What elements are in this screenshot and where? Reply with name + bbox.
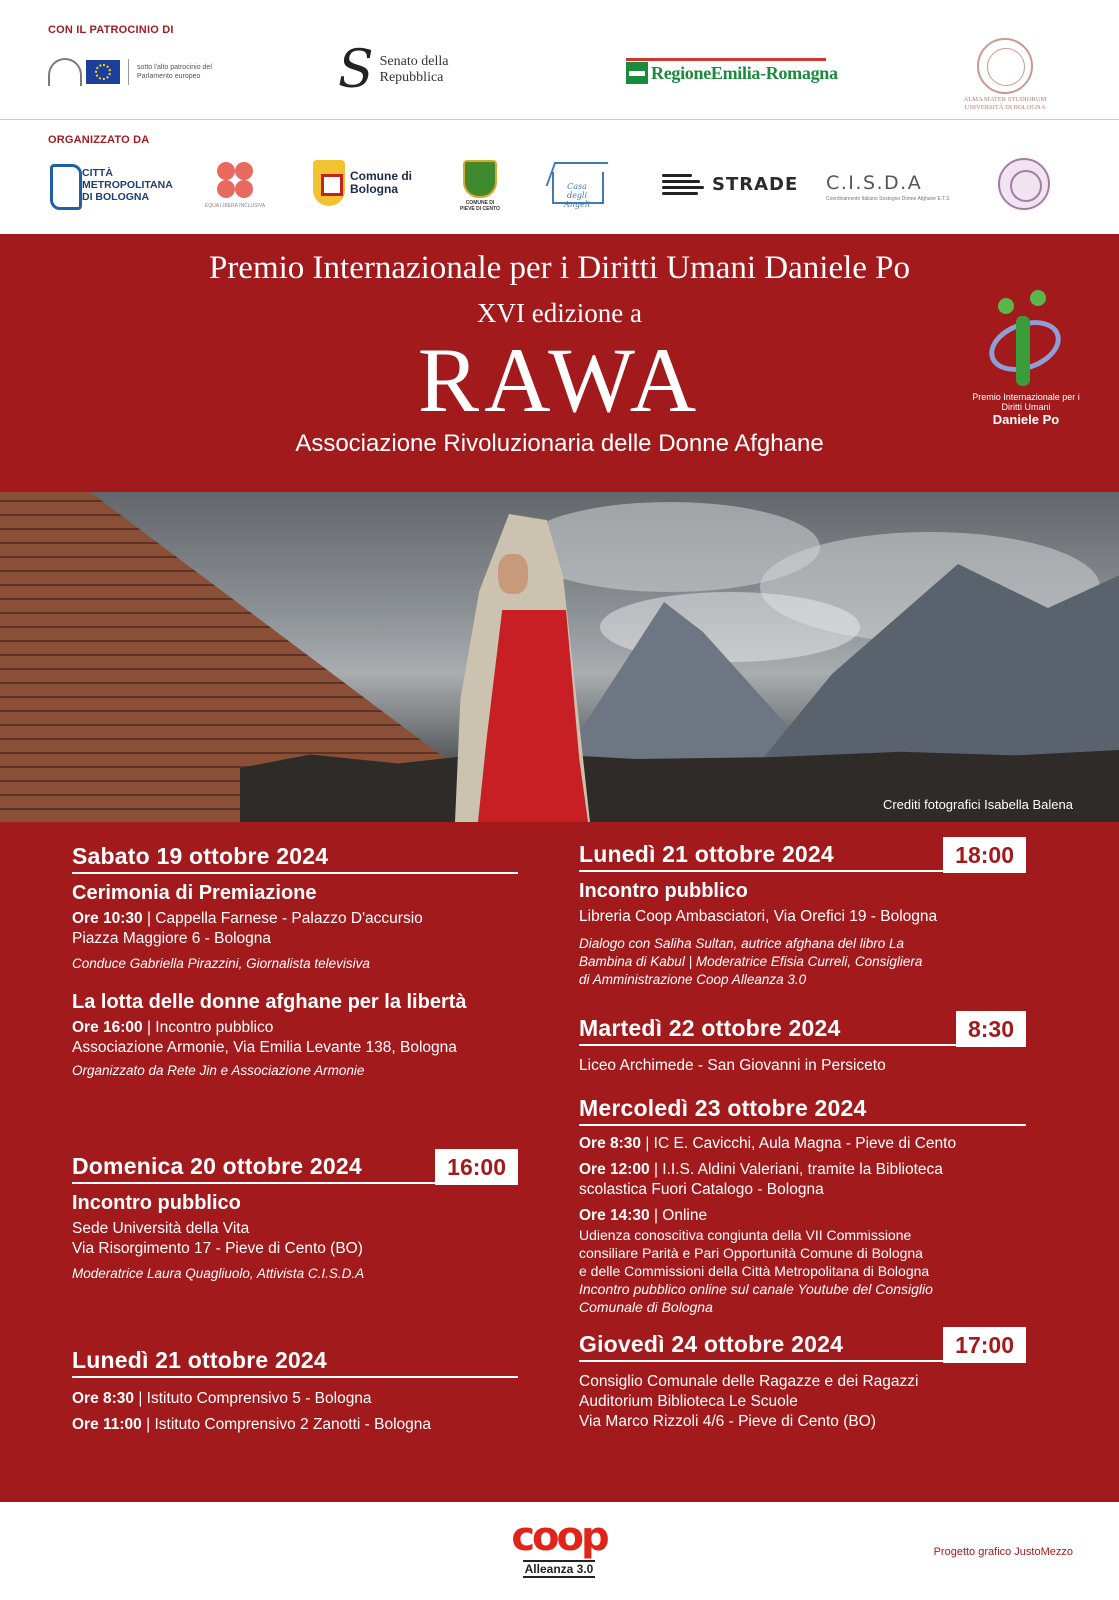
title-header (0, 234, 1119, 492)
event-title: Cerimonia di Premiazione (72, 882, 317, 904)
unibo-seal-icon (977, 38, 1033, 94)
day-header (579, 1092, 1026, 1126)
event-place: Consiglio Comunale delle Ragazze e dei Ragazzi (579, 1373, 919, 1390)
saturday-block (72, 840, 518, 1080)
comune-bologna-logo (313, 160, 420, 206)
event-place: Auditorium Biblioteca Le Scuole (579, 1393, 798, 1410)
event-note: Conduce Gabriella Pirazzini, Giornalista televisiva (72, 956, 370, 971)
senato-text: Senato della Repubblica (379, 54, 449, 85)
event-time: Ore 14:30 (579, 1207, 650, 1224)
event-place: Via Marco Rizzoli 4/6 - Pieve di Cento (BO) (579, 1413, 876, 1430)
coop-logo (504, 1516, 614, 1578)
event-kind: | Online (649, 1207, 708, 1224)
event-title: La lotta delle donne afghane per la libertà (72, 991, 467, 1013)
day-header (579, 1012, 1026, 1046)
clover-icon (215, 160, 255, 200)
event-note: Organizzato da Rete Jin e Associazione Armonie (72, 1063, 365, 1078)
rawa-seal-icon (998, 158, 1050, 210)
unibo-text: ALMA MATER STUDIORUM UNIVERSITÀ DI BOLOGNA (963, 96, 1047, 111)
day-date: Lunedì 21 ottobre 2024 (72, 1346, 327, 1373)
event-kind: | Incontro pubblico (142, 1019, 274, 1036)
edition-line: XVI edizione a (477, 298, 642, 328)
cisda-text: C.I.S.D.A (826, 172, 923, 194)
time-badge: 16:00 (435, 1149, 518, 1185)
event-note: Incontro pubblico online sul canale Youtube del Consiglio (579, 1281, 933, 1297)
day-header (579, 838, 1026, 872)
day-header (72, 1344, 518, 1378)
citta-metropolitana-text: CITTÀ METROPOLITANA DI BOLOGNA (82, 167, 173, 203)
pieve-di-cento-logo (458, 160, 502, 212)
time-badge: 8:30 (956, 1011, 1026, 1047)
day-header (72, 840, 518, 874)
regione-square-icon (626, 62, 648, 84)
cisda-logo (826, 172, 949, 202)
event-description: e delle Commissioni della Città Metropolitana di Bologna (579, 1263, 930, 1279)
equa-text: EQUA LIBERA INCLUSIVA (204, 203, 266, 209)
regione-text: RegioneEmilia-Romagna (651, 62, 838, 83)
event-place: | Cappella Farnese - Palazzo D'accursio (142, 910, 423, 927)
comune-bologna-text: Comune di Bologna (350, 169, 412, 196)
prize-logo-name: Daniele Po (992, 412, 1060, 427)
monday-schools-block (72, 1344, 518, 1438)
footer (0, 1502, 1119, 1600)
bologna-crest-icon (313, 160, 345, 206)
event-title: Incontro pubblico (579, 880, 748, 902)
event-time: Ore 16:00 (72, 1019, 143, 1036)
event-time: Ore 12:00 (579, 1161, 650, 1178)
event-place: Piazza Maggiore 6 - Bologna (72, 930, 272, 947)
design-credit: Progetto grafico JustoMezzo (933, 1546, 1073, 1558)
event-title: Incontro pubblico (72, 1192, 241, 1214)
eu-flag-icon (86, 60, 120, 84)
eu-patronage-text: sotto l'alto patrocinio del Parlamento europeo (137, 64, 212, 80)
event-description: Udienza conoscitiva congiunta della VII Commissione (579, 1227, 912, 1243)
photo-credit: Crediti fotografici Isabella Balena (882, 797, 1073, 812)
event-place: Sede Università della Vita (72, 1220, 250, 1237)
day-date: Sabato 19 ottobre 2024 (72, 842, 329, 869)
prize-figures-icon (976, 282, 1076, 392)
citta-metropolitana-logo (48, 162, 173, 208)
patronage-section (0, 0, 1119, 120)
patronage-label: CON IL PATROCINIO DI (48, 24, 174, 36)
rawa-title: RAWA (417, 329, 702, 431)
time-badge: 17:00 (943, 1327, 1026, 1363)
sunday-block (72, 1150, 518, 1283)
coop-wordmark: coop (511, 1514, 607, 1560)
schedule-section (0, 822, 1119, 1502)
event-note: Moderatrice Laura Quagliuolo, Attivista C.I.S.D.A (72, 1266, 365, 1281)
event-place: Libreria Coop Ambasciatori, Via Orefici 19 - Bologna (579, 908, 938, 925)
prize-logo-text: Premio Internazionale per i Diritti Umani (972, 392, 1080, 412)
strade-text: STRADE (712, 173, 799, 195)
citta-metropolitana-icon (48, 162, 78, 208)
organizers-section (0, 120, 1119, 234)
thursday-block (579, 1328, 1026, 1432)
monday-public-block (579, 838, 1026, 989)
event-note: di Amministrazione Coop Alleanza 3.0 (579, 972, 807, 987)
event-time: Ore 10:30 (72, 910, 143, 927)
casa-angeli-logo (546, 168, 608, 208)
strade-logo (662, 170, 798, 198)
casa-angeli-text: Casa degli Angeli (564, 182, 590, 209)
day-date: Mercoledì 23 ottobre 2024 (579, 1094, 867, 1121)
eu-parliament-logo (48, 52, 217, 92)
event-place: | Istituto Comprensivo 5 - Bologna (134, 1390, 372, 1407)
tuesday-block (579, 1012, 1026, 1076)
prize-logo (966, 282, 1086, 427)
parliament-hemicycle-icon (48, 58, 82, 86)
day-date: Domenica 20 ottobre 2024 (72, 1152, 362, 1179)
day-date: Giovedì 24 ottobre 2024 (579, 1330, 844, 1357)
wednesday-block (579, 1092, 1026, 1316)
event-time: Ore 11:00 (72, 1416, 142, 1433)
event-place: | IC E. Cavicchi, Aula Magna - Pieve di Cento (641, 1135, 957, 1152)
organizers-label: ORGANIZZATO DA (48, 134, 150, 146)
equa-logo (200, 160, 270, 209)
event-note: Comunale di Bologna (579, 1299, 713, 1315)
cisda-subtext: Coordinamento Italiano Sostegno Donne Afghane E.T.S (826, 196, 950, 202)
rawa-subtitle: Associazione Rivoluzionaria delle Donne Afghane (295, 430, 824, 457)
event-place: scolastica Fuori Catalogo - Bologna (579, 1181, 824, 1198)
event-place: | Istituto Comprensivo 2 Zanotti - Bologna (141, 1416, 432, 1433)
time-badge: 18:00 (943, 837, 1026, 873)
strade-waves-icon (662, 170, 706, 198)
event-place: Associazione Armonie, Via Emilia Levante 138, Bologna (72, 1039, 457, 1056)
hero-photo (0, 492, 1119, 822)
day-header (72, 1150, 518, 1184)
day-date: Martedì 22 ottobre 2024 (579, 1014, 841, 1041)
day-header (579, 1328, 1026, 1362)
coop-subtitle: Alleanza 3.0 (524, 1562, 594, 1576)
award-title: Premio Internazionale per i Diritti Umani Daniele Po (208, 250, 911, 286)
event-note: Dialogo con Saliha Sultan, autrice afghana del libro La (579, 936, 904, 951)
event-time: Ore 8:30 (72, 1390, 135, 1407)
event-description: consiliare Parità e Pari Opportunità Comune di Bologna (579, 1245, 923, 1261)
unibo-logo (960, 38, 1050, 112)
rawa-seal-logo (998, 158, 1050, 210)
event-place: Via Risorgimento 17 - Pieve di Cento (BO) (72, 1240, 363, 1257)
event-place: Liceo Archimede - San Giovanni in Persiceto (579, 1057, 886, 1074)
event-place: | I.I.S. Aldini Valeriani, tramite la Biblioteca (649, 1161, 943, 1178)
pieve-text: COMUNE DI PIEVE DI CENTO (460, 200, 500, 212)
event-time: Ore 8:30 (579, 1135, 642, 1152)
senato-logo (338, 40, 490, 100)
senato-s-icon: S (338, 40, 374, 100)
day-date: Lunedì 21 ottobre 2024 (579, 840, 834, 867)
regione-emilia-romagna-logo (626, 62, 838, 84)
pieve-crest-icon (463, 160, 497, 198)
event-note: Bambina di Kabul | Moderatrice Efisia Curreli, Consigliera (579, 954, 923, 969)
